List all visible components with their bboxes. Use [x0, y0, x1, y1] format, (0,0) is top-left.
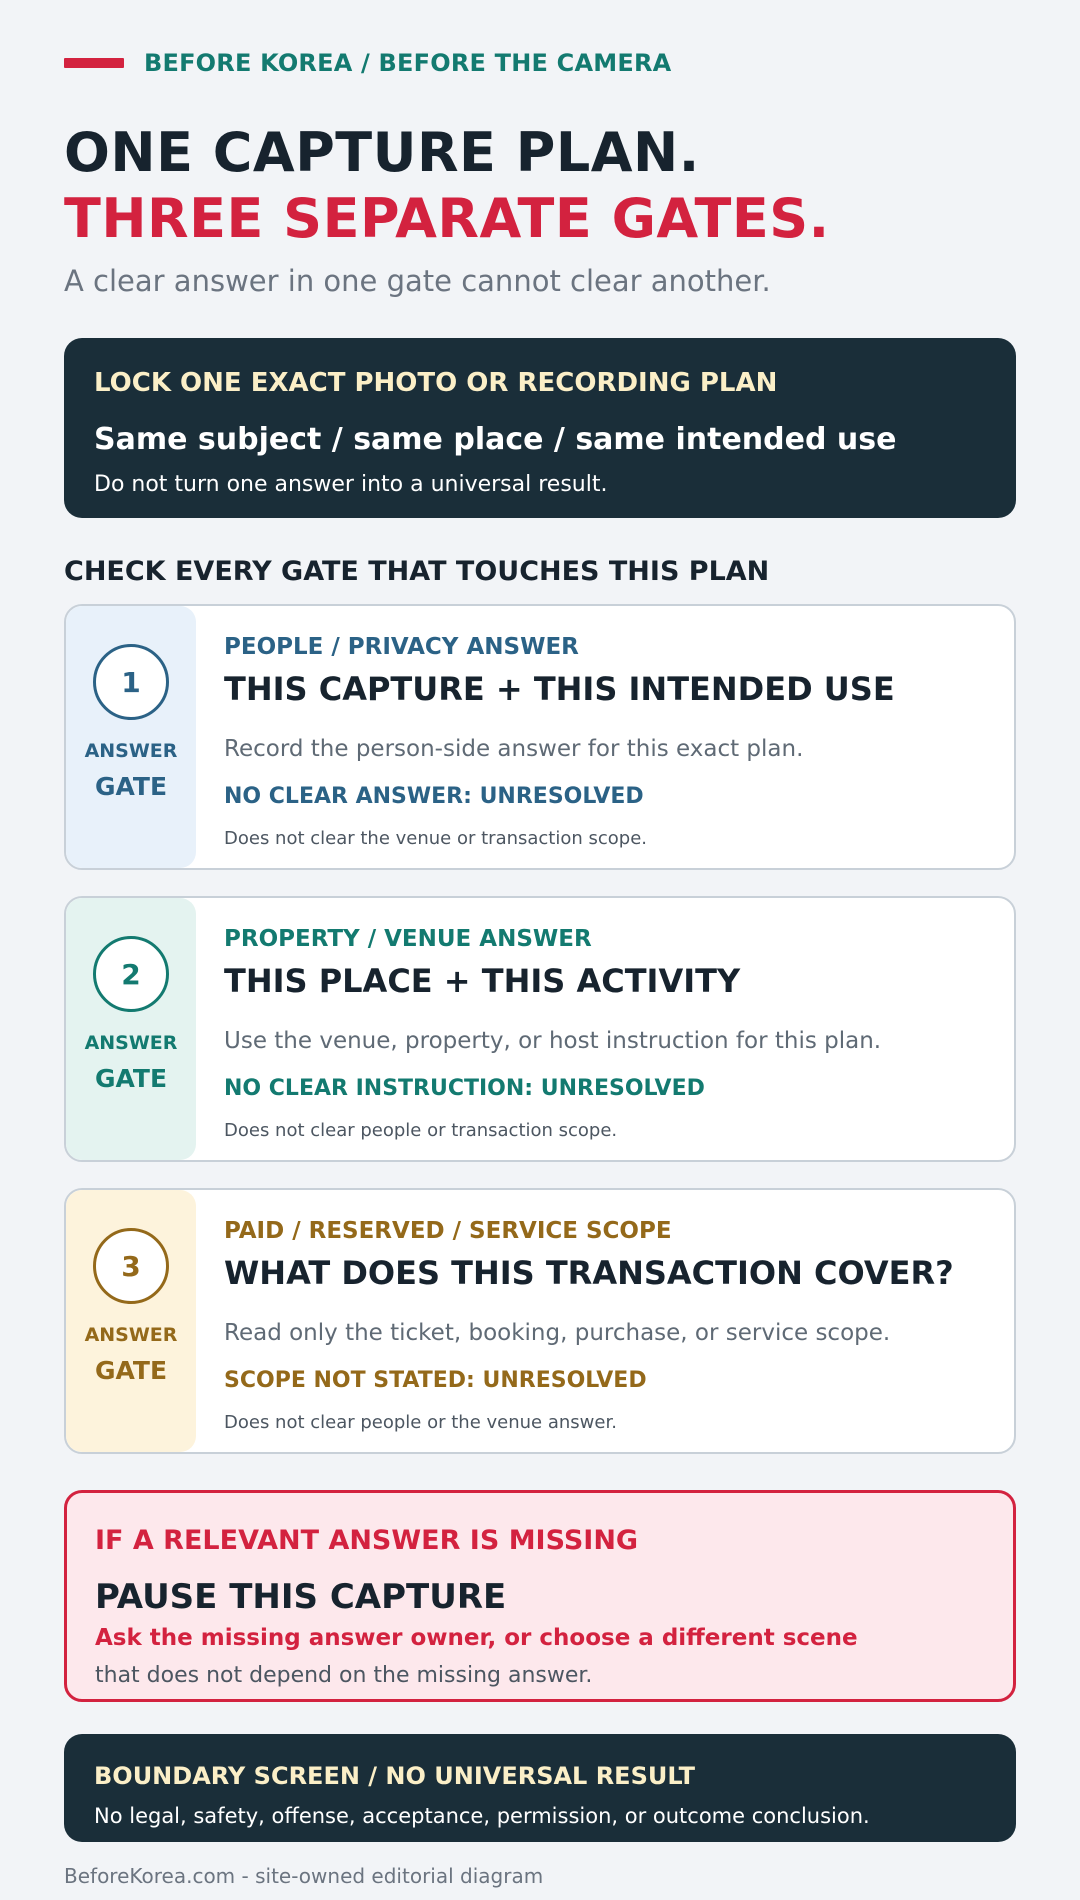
missing-note: that does not depend on the missing answer. [95, 1663, 593, 1688]
gate-side-label: GATE [94, 772, 168, 801]
footer-credit: BeforeKorea.com - site-owned editorial diagram [64, 1864, 544, 1888]
gate-status: SCOPE NOT STATED: UNRESOLVED [224, 1368, 647, 1393]
gate-number-badge: 2 [93, 936, 169, 1012]
gate-side-label: ANSWER [84, 1324, 178, 1346]
gate-scope-note: Does not clear the venue or transaction scope. [224, 828, 648, 849]
gate-description: Read only the ticket, booking, purchase, or service scope. [224, 1320, 891, 1346]
gate-scope-note: Does not clear people or transaction scope. [224, 1120, 618, 1141]
gate-card-venue [64, 896, 1016, 1162]
missing-kicker: IF A RELEVANT ANSWER IS MISSING [95, 1525, 639, 1556]
gate-side-label: GATE [94, 1064, 168, 1093]
gate-side-panel [66, 898, 196, 1160]
gate-side-panel [66, 1190, 196, 1452]
gate-title: THIS CAPTURE + THIS INTENDED USE [224, 670, 895, 708]
header-kicker [64, 46, 671, 80]
missing-title: PAUSE THIS CAPTURE [95, 1577, 507, 1617]
gate-scope-note: Does not clear people or the venue answer. [224, 1412, 617, 1433]
gate-card-people [64, 604, 1016, 870]
gate-description: Use the venue, property, or host instruction for this plan. [224, 1028, 882, 1054]
missing-answer-panel [64, 1490, 1016, 1702]
lock-plan-panel [64, 338, 1016, 518]
gate-kicker: PROPERTY / VENUE ANSWER [224, 926, 592, 952]
title-line-1: ONE CAPTURE PLAN. [64, 121, 700, 184]
gate-kicker: PEOPLE / PRIVACY ANSWER [224, 634, 579, 660]
boundary-panel [64, 1734, 1016, 1842]
gate-side-label: ANSWER [84, 1032, 178, 1054]
lock-kicker: LOCK ONE EXACT PHOTO OR RECORDING PLAN [94, 368, 778, 398]
lock-title: Same subject / same place / same intended use [94, 422, 897, 457]
boundary-kicker: BOUNDARY SCREEN / NO UNIVERSAL RESULT [94, 1762, 696, 1790]
accent-bar [64, 58, 124, 68]
title-line-2: THREE SEPARATE GATES. [64, 187, 830, 250]
lock-note: Do not turn one answer into a universal result. [94, 472, 608, 497]
subtitle: A clear answer in one gate cannot clear another. [64, 264, 771, 298]
gate-status: NO CLEAR ANSWER: UNRESOLVED [224, 784, 644, 809]
gate-side-label: ANSWER [84, 740, 178, 762]
gate-title: THIS PLACE + THIS ACTIVITY [224, 962, 741, 1000]
gate-status: NO CLEAR INSTRUCTION: UNRESOLVED [224, 1076, 705, 1101]
gate-side-label: GATE [94, 1356, 168, 1385]
gate-kicker: PAID / RESERVED / SERVICE SCOPE [224, 1218, 672, 1244]
check-heading: CHECK EVERY GATE THAT TOUCHES THIS PLAN [64, 556, 770, 587]
gate-title: WHAT DOES THIS TRANSACTION COVER? [224, 1254, 954, 1292]
gate-card-transaction [64, 1188, 1016, 1454]
gate-number-badge: 1 [93, 644, 169, 720]
gate-number-badge: 3 [93, 1228, 169, 1304]
missing-action: Ask the missing answer owner, or choose a different scene [95, 1625, 858, 1651]
kicker-text: BEFORE KOREA / BEFORE THE CAMERA [144, 49, 672, 77]
gate-description: Record the person-side answer for this exact plan. [224, 736, 804, 762]
boundary-note: No legal, safety, offense, acceptance, permission, or outcome conclusion. [94, 1804, 870, 1828]
gate-side-panel [66, 606, 196, 868]
